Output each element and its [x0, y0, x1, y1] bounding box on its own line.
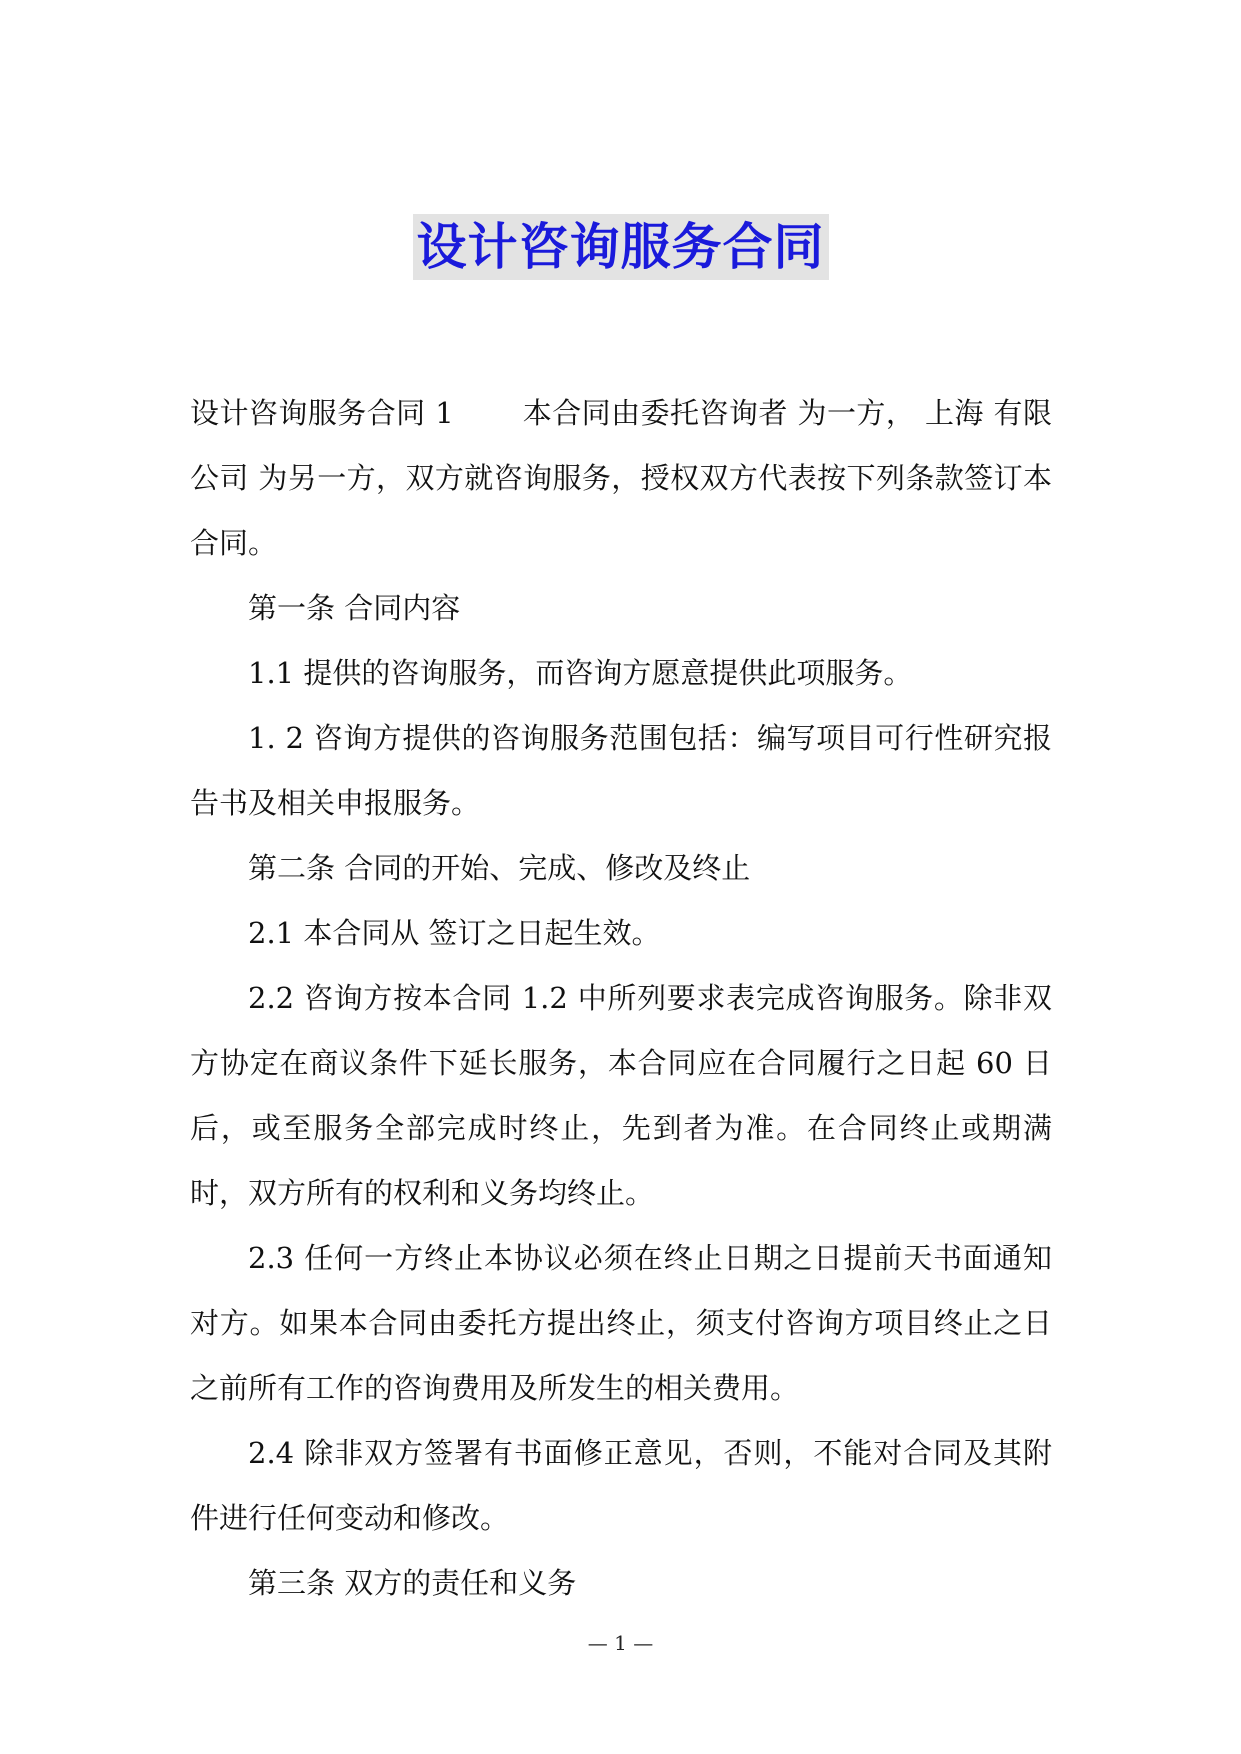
paragraph-intro: 设计咨询服务合同 1 本合同由委托咨询者 为一方， 上海 有限公司 为另一方，双方就咨询服务，授权双方代表按下列条款签订本合同。: [190, 396, 1052, 560]
document-title: 设计咨询服务合同: [413, 214, 829, 280]
clause-1-1: 1.1 提供的咨询服务，而咨询方愿意提供此项服务。: [248, 656, 913, 690]
clause-2-2: 2.2 咨询方按本合同 1.2 中所列要求表完成咨询服务。除非双方协定在商议条件下延长服务，本合同应在合同履行之日起 60 日后，或至服务全部完成时终止，先到者为准。在合同终止或期满时，双方所有的权利和义务均终止。: [190, 981, 1052, 1210]
clause-2-1: 2.1 本合同从 签订之日起生效。: [248, 916, 661, 950]
page-number: — 1 —: [587, 1631, 654, 1655]
clause-2-3: 2.3 任何一方终止本协议必须在终止日期之日提前天书面通知对方。如果本合同由委托方提出终止，须支付咨询方项目终止之日之前所有工作的咨询费用及所发生的相关费用。: [190, 1241, 1052, 1405]
title-container: [0, 214, 1241, 280]
article-heading-2: 第二条 合同的开始、完成、修改及终止: [248, 851, 751, 885]
article-heading-3: 第三条 双方的责任和义务: [248, 1566, 577, 1600]
clause-2-4: 2.4 除非双方签署有书面修正意见，否则，不能对合同及其附件进行任何变动和修改。: [190, 1436, 1052, 1535]
clause-1-2: 1. 2 咨询方提供的咨询服务范围包括：编写项目可行性研究报告书及相关申报服务。: [190, 721, 1052, 820]
article-heading-1: 第一条 合同内容: [248, 591, 461, 625]
document-body: [190, 381, 1052, 1616]
